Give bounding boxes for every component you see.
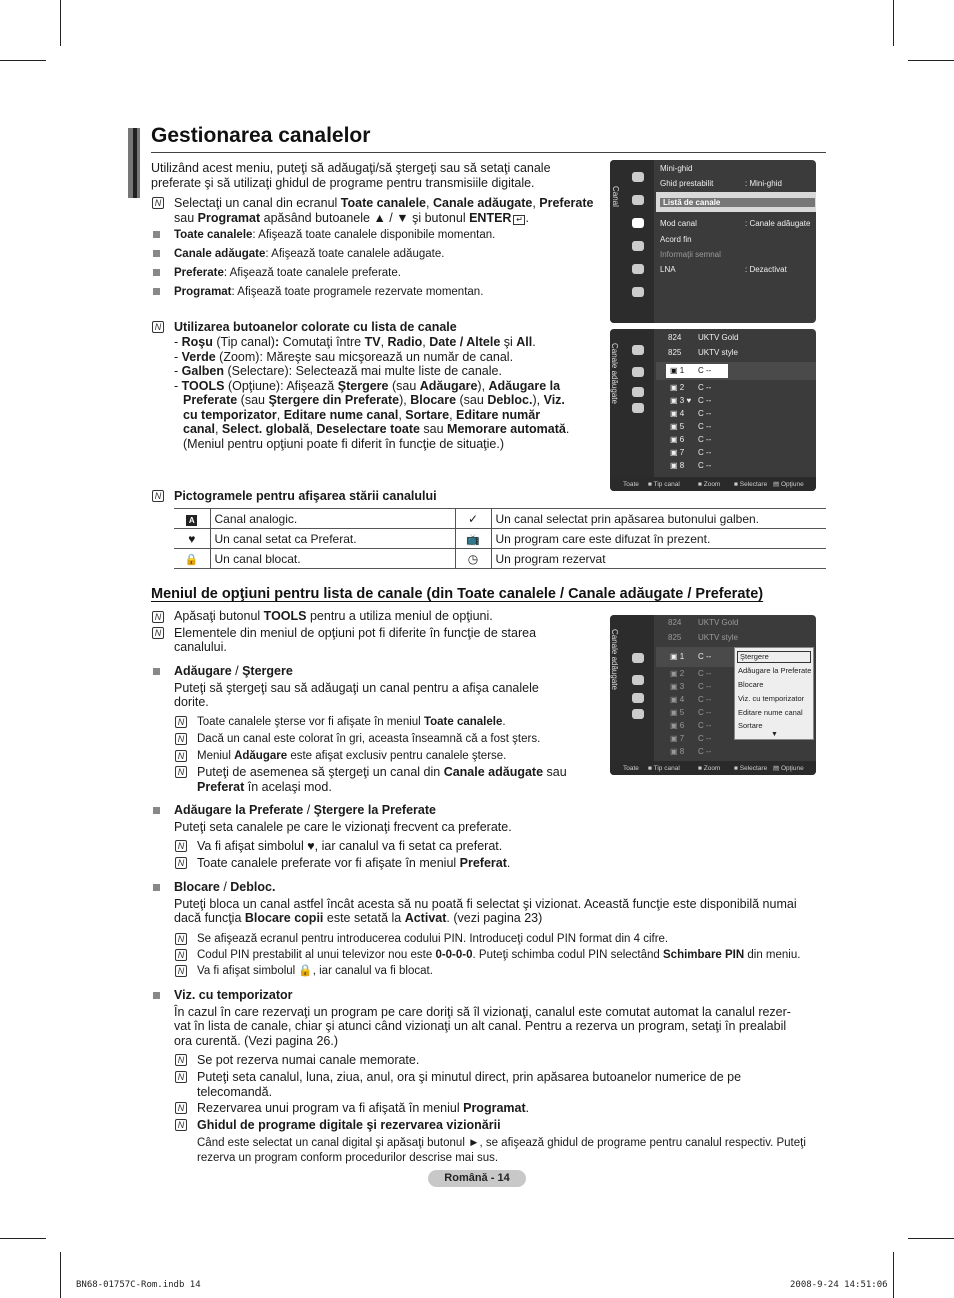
status-icons-table: [174, 508, 826, 569]
popup-item[interactable]: Adăugare la Preferate: [738, 666, 812, 675]
crop-mark: [60, 1252, 61, 1298]
red-button-line: - Roşu (Tip canal): Comutaţi între TV, Radio, Date / Altele şi All.: [174, 335, 536, 349]
popup-item[interactable]: Editare nume canal: [738, 708, 803, 717]
tools-line: Preferate (sau Ştergere din Preferate), Blocare (sau Debloc.), Viz.: [183, 393, 565, 407]
options-note: canalului.: [174, 640, 227, 654]
note-icon: N: [152, 611, 164, 623]
icon-description: Un canal setat ca Preferat.: [210, 529, 455, 549]
footer-red-button[interactable]: ■ Tip canal: [648, 481, 680, 488]
channel-name: UKTV Gold: [698, 333, 739, 342]
table-row[interactable]: ▣ 7: [670, 448, 685, 457]
menu-value: : Canale adăugate: [745, 219, 811, 228]
lock-note: Se afişează ecranul pentru introducerea codului PIN. Introduceţi codul PIN format din 4 cifre.: [197, 933, 669, 945]
add-delete-note: Puteţi de asemenea să ştergeţi un canal din Canale adăugate sau: [197, 765, 567, 779]
row-highlight: [656, 647, 736, 667]
note-icon: N: [175, 1054, 187, 1066]
timer-text: vat în lista de canale, chiar şi atunci când vizionaţi un alt canal. Pentru a rezerva un program, setaţi în prealabil: [174, 1019, 787, 1033]
icon-description: Un program rezervat: [491, 549, 826, 569]
note-icon: N: [152, 197, 164, 209]
timer-note: Rezervarea unui program va fi afişată în meniul Programat.: [197, 1101, 530, 1115]
sound-icon: [632, 195, 644, 205]
bullet-square: [153, 668, 160, 675]
note-icon: N: [152, 321, 164, 333]
menu-value: : Dezactivat: [745, 265, 787, 274]
note-icon: N: [175, 840, 187, 852]
channel-name: C --: [698, 366, 712, 375]
crop-mark: [908, 1238, 954, 1239]
footer-green-button[interactable]: ■ Zoom: [698, 765, 721, 772]
all-channels-icon: [632, 345, 644, 355]
clock-icon: ◷: [467, 551, 479, 566]
lock-note: Va fi afişat simbolul 🔒, iar canalul va fi blocat.: [197, 965, 433, 977]
lock-text: Puteţi bloca un canal astfel încât acesta să nu poată fi selectat şi vizionat. Această funcţie este disponibilă numai: [174, 897, 797, 911]
green-button-line: - Verde (Zoom): Măreşte sau micşorează un număr de canal.: [174, 350, 514, 364]
application-icon: [632, 287, 644, 297]
bullet-square: [153, 250, 160, 257]
favorite-icon: [632, 693, 644, 703]
programmed-icon: [632, 709, 644, 719]
note-icon: N: [175, 733, 187, 745]
popup-item[interactable]: Sortare: [738, 721, 763, 730]
side-label: Canal: [611, 186, 620, 207]
channel-name: C --: [698, 695, 712, 704]
intro-text: Utilizând acest meniu, puteţi să adăugaţi/să ştergeţi sau să setaţi canale preferate şi să utilizaţi ghidul de programe pentru transmisiile digitale.: [151, 161, 551, 190]
channel-name: C --: [698, 682, 712, 691]
channel-name: UKTV style: [698, 633, 739, 642]
timer-heading: Viz. cu temporizator: [174, 988, 293, 1002]
guide-text: rezerva un program conform procedurilor descrise mai sus.: [197, 1152, 499, 1164]
added-channels-icon: [632, 675, 644, 685]
footer-yellow-button[interactable]: ■ Selectare: [734, 765, 768, 772]
all-channels-icon: [632, 653, 644, 663]
options-popup: [734, 647, 814, 740]
add-delete-note: Toate canalele şterse vor fi afişate în meniul Toate canalele.: [197, 716, 506, 728]
list-item: Toate canalele: Afişează toate canalele disponibile momentan.: [174, 229, 496, 241]
add-delete-note: Meniul Adăugare este afişat exclusiv pentru canalele şterse.: [197, 750, 507, 762]
title-accent-bar: [133, 128, 137, 198]
menu-item[interactable]: Mini-ghid: [660, 164, 693, 173]
channel-name: C --: [698, 669, 712, 678]
heart-icon: ♥: [686, 396, 692, 405]
table-row[interactable]: ▣ 2: [670, 669, 685, 678]
menu-value: : Mini-ghid: [745, 179, 782, 188]
table-row[interactable]: ▣ 1: [670, 652, 685, 661]
options-note: Apăsaţi butonul TOOLS pentru a utiliza meniul de opţiuni.: [174, 609, 493, 623]
timer-text: ora curentă. (Vezi pagina 26.): [174, 1034, 338, 1048]
channel-name: C --: [698, 396, 712, 405]
popup-item[interactable]: Viz. cu temporizator: [738, 694, 805, 703]
note-icon: N: [175, 766, 187, 778]
channel-name: C --: [698, 448, 712, 457]
favorites-heading: Adăugare la Preferate / Ştergere la Preferate: [174, 803, 436, 817]
status-icons-heading: Pictogramele pentru afişarea stării canalului: [174, 489, 437, 503]
footer-yellow-button[interactable]: ■ Selectare: [734, 481, 768, 488]
favorites-note: Toate canalele preferate vor fi afişate în meniul Preferat.: [197, 856, 511, 870]
footer-label: Toate: [623, 481, 639, 488]
channel-name: C --: [698, 422, 712, 431]
scroll-down-icon[interactable]: ▼: [771, 731, 778, 738]
icon-description: Un program care este difuzat în prezent.: [491, 529, 826, 549]
favorites-text: Puteţi seta canalele pe care le vizionaţi frecvent ca preferate.: [174, 820, 512, 834]
analog-icon: A: [186, 515, 197, 526]
channel-name: UKTV Gold: [698, 618, 739, 627]
footer-label: Toate: [623, 765, 639, 772]
tools-line: canal, Select. globală, Deselectare toate sau Memorare automată.: [183, 422, 570, 436]
picture-icon: [632, 172, 644, 182]
table-row: [174, 509, 826, 529]
table-row[interactable]: ▣ 5: [670, 708, 685, 717]
add-delete-note: Preferat în acelaşi mod.: [197, 780, 332, 794]
channel-list-screen: [610, 329, 816, 491]
channel-name: C --: [698, 461, 712, 470]
note-icon: N: [175, 857, 187, 869]
footer-tools-button[interactable]: ▤ Opţiune: [773, 765, 804, 772]
add-delete-text: Puteţi să ştergeţi sau să adăugaţi un canal pentru a afişa canalele: [174, 681, 539, 695]
tools-line: - TOOLS (Opţiune): Afişează Ştergere (sau Adăugare), Adăugare la: [174, 379, 561, 393]
table-row[interactable]: ▣ 5: [670, 422, 685, 431]
table-row[interactable]: ▣ 6: [670, 721, 685, 730]
setup-icon: [632, 241, 644, 251]
tools-line: (Meniul pentru opţiuni poate fi diferit în funcţie de situaţie.): [183, 437, 505, 451]
favorite-icon: [632, 387, 644, 397]
page-title: Gestionarea canalelor: [151, 124, 371, 147]
programmed-icon: [632, 403, 644, 413]
channel-name: C --: [698, 747, 712, 756]
lock-note: Codul PIN prestabilit al unui televizor nou este 0-0-0-0. Puteţi schimba codul PIN selectând Schimbare PIN din meniu.: [197, 949, 801, 961]
table-row[interactable]: ▣ 1: [670, 366, 685, 375]
bullet-square: [153, 884, 160, 891]
crop-mark: [893, 0, 894, 46]
channel-name: C --: [698, 409, 712, 418]
table-row[interactable]: ▣ 6: [670, 435, 685, 444]
bullet-square: [153, 288, 160, 295]
yellow-button-line: - Galben (Selectare): Selectează mai multe liste de canale.: [174, 364, 502, 378]
side-label: Canale adăugate: [610, 629, 619, 690]
note-icon: N: [175, 1071, 187, 1083]
options-menu-screen: [610, 615, 816, 775]
icon-description: Un canal selectat prin apăsarea butonului galben.: [491, 509, 826, 529]
channel-number: 825: [668, 348, 682, 357]
note-icon: N: [175, 949, 187, 961]
select-note: Selectaţi un canal din ecranul Toate canalele, Canale adăugate, Preferate sau Programat apăsând butoanele ▲ / ▼ şi butonul ENTER ↵ .: [174, 196, 594, 225]
crop-mark: [0, 60, 46, 61]
print-timestamp: 2008-9-24 14:51:06: [790, 1280, 888, 1290]
menu-item-selected[interactable]: Listă de canale: [660, 198, 815, 207]
timer-note: Puteţi seta canalul, luna, ziua, anul, ora şi minutul direct, prin apăsarea butoanelor numerice de pe: [197, 1070, 742, 1084]
page-number-badge: Română - 14: [428, 1170, 526, 1187]
side-label: Canale adăugate: [610, 343, 619, 404]
note-icon: N: [175, 1102, 187, 1114]
add-delete-note: Dacă un canal este colorat în gri, aceasta înseamnă că a fost şters.: [197, 733, 541, 745]
footer-red-button[interactable]: ■ Tip canal: [648, 765, 680, 772]
channel-number: 825: [668, 633, 682, 642]
lock-icon: 🔒: [184, 553, 199, 566]
bullet-square: [153, 807, 160, 814]
crop-mark: [0, 1238, 46, 1239]
guide-text: Când este selectat un canal digital şi apăsaţi butonul ►, se afişează ghidul de programe pentru canalul respectiv. Puteţi: [197, 1137, 806, 1149]
heart-icon: ♥: [188, 531, 196, 546]
color-buttons-heading: Utilizarea butoanelor colorate cu lista de canale: [174, 320, 457, 334]
channel-number: 824: [668, 618, 682, 627]
menu-item[interactable]: Mod canal: [660, 219, 697, 228]
print-slug: BN68-01757C-Rom.indb 14: [76, 1280, 201, 1290]
table-row[interactable]: ▣ 3: [670, 682, 685, 691]
input-icon: [632, 264, 644, 274]
note-icon: N: [175, 933, 187, 945]
check-icon: ✓: [467, 511, 479, 526]
channel-number: 824: [668, 333, 682, 342]
icon-description: Canal analogic.: [210, 509, 455, 529]
title-rule: [151, 152, 826, 153]
timer-note: telecomandă.: [197, 1085, 273, 1099]
crop-mark: [893, 1252, 894, 1298]
table-row: [174, 529, 826, 549]
channel-name: C --: [698, 383, 712, 392]
add-delete-heading: Adăugare / Ştergere: [174, 664, 293, 678]
lock-text: dacă funcţia Blocare copii este setată la Activat. (vezi pagina 23): [174, 911, 543, 925]
menu-item[interactable]: Ghid prestabilit: [660, 179, 714, 188]
note-icon: N: [175, 716, 187, 728]
list-item: Canale adăugate: Afişează toate canalele adăugate.: [174, 248, 445, 260]
icon-description: Un canal blocat.: [210, 549, 455, 569]
footer-tools-button[interactable]: ▤ Opţiune: [773, 481, 804, 488]
lock-heading: Blocare / Debloc.: [174, 880, 276, 894]
timer-note: Se pot rezerva numai canale memorate.: [197, 1053, 420, 1067]
popup-item-selected[interactable]: Ştergere: [737, 651, 811, 663]
note-icon: N: [175, 965, 187, 977]
add-delete-text: dorite.: [174, 695, 209, 709]
channel-name: C --: [698, 734, 712, 743]
table-row: [174, 549, 826, 569]
table-row[interactable]: ▣ 8: [670, 747, 685, 756]
tools-line: cu temporizator, Editare nume canal, Sortare, Editare număr: [183, 408, 541, 422]
channel-icon: [632, 218, 644, 228]
added-channels-icon: [632, 367, 644, 377]
table-row[interactable]: ▣ 4: [670, 409, 685, 418]
note-icon: N: [152, 627, 164, 639]
table-row[interactable]: ▣ 2: [670, 383, 685, 392]
options-note: Elementele din meniul de opţiuni pot fi diferite în funcţie de starea: [174, 626, 537, 640]
footer-green-button[interactable]: ■ Zoom: [698, 481, 721, 488]
favorites-note: Va fi afişat simbolul ♥, iar canalul va fi setat ca preferat.: [197, 839, 503, 853]
list-item: Programat: Afişează toate programele rezervate momentan.: [174, 286, 484, 298]
enter-icon: ↵: [513, 215, 525, 225]
channel-name: C --: [698, 435, 712, 444]
bullet-square: [153, 269, 160, 276]
bullet-square: [153, 231, 160, 238]
crop-mark: [908, 60, 954, 61]
menu-item[interactable]: Acord fin: [660, 235, 692, 244]
table-row[interactable]: ▣ 8: [670, 461, 685, 470]
menu-item[interactable]: Informaţii semnal: [660, 250, 721, 259]
table-row[interactable]: ▣ 7: [670, 734, 685, 743]
note-icon: N: [175, 750, 187, 762]
bullet-square: [153, 992, 160, 999]
menu-item[interactable]: LNA: [660, 265, 676, 274]
table-row[interactable]: ▣ 4: [670, 695, 685, 704]
popup-item[interactable]: Blocare: [738, 680, 764, 689]
channel-name: C --: [698, 721, 712, 730]
timer-text: În cazul în care rezervaţi un program pe care doriţi să îl vizionaţi, canalul este comutat automat la canalul rezer-: [174, 1005, 791, 1019]
channel-name: C --: [698, 708, 712, 717]
channel-name: C --: [698, 652, 712, 661]
table-row[interactable]: ▣ 3 ♥: [670, 396, 692, 405]
note-icon: N: [175, 1119, 187, 1131]
list-item: Preferate: Afişează toate canalele preferate.: [174, 267, 401, 279]
tv-icon: 📺: [466, 533, 480, 546]
crop-mark: [60, 0, 61, 46]
channel-menu-screen: [610, 160, 816, 323]
section-title: Meniul de opţiuni pentru lista de canale (din Toate canalele / Canale adăugate / Preferate): [151, 586, 764, 602]
note-icon: N: [152, 490, 164, 502]
channel-name: UKTV style: [698, 348, 739, 357]
guide-heading: Ghidul de programe digitale şi rezervarea vizionării: [197, 1118, 501, 1132]
